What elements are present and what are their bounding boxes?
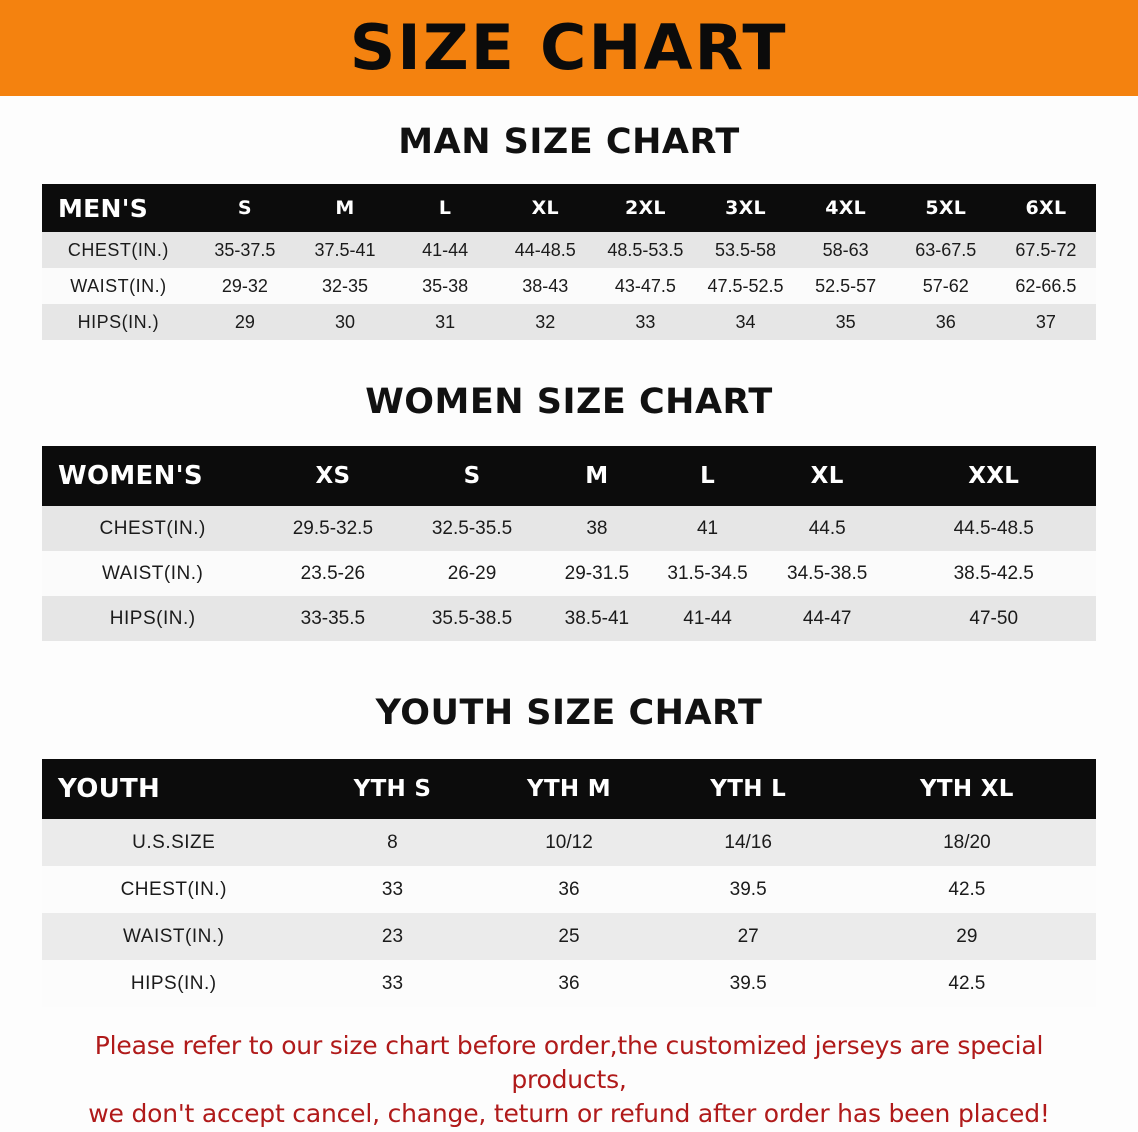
policy-note-line-1: Please refer to our size chart before order,the customized jerseys are special products, (94, 1031, 1044, 1094)
cell: 57-62 (896, 268, 996, 304)
cell: 63-67.5 (896, 232, 996, 268)
cell: 14/16 (659, 819, 838, 866)
women-size-header: XL (763, 446, 892, 506)
women-size-header: XS (263, 446, 402, 506)
row-label: HIPS(IN.) (42, 960, 306, 1007)
cell: 35-37.5 (195, 232, 295, 268)
women-header-row (42, 446, 1096, 506)
table-row (42, 960, 1096, 1007)
cell: 29.5-32.5 (263, 506, 402, 551)
youth-size-header: YTH L (659, 759, 838, 819)
cell: 32-35 (295, 268, 395, 304)
men-size-header: 3XL (695, 184, 795, 232)
cell: 36 (479, 866, 658, 913)
table-row (42, 596, 1096, 641)
cell: 23 (306, 913, 480, 960)
youth-table-head (42, 759, 1096, 819)
cell: 33-35.5 (263, 596, 402, 641)
women-section-heading: WOMEN SIZE CHART (365, 382, 773, 422)
men-size-table (42, 184, 1096, 340)
cell: 29-32 (195, 268, 295, 304)
cell: 18/20 (838, 819, 1096, 866)
table-row (42, 866, 1096, 913)
cell: 44.5 (763, 506, 892, 551)
cell: 29-31.5 (542, 551, 653, 596)
cell: 8 (306, 819, 480, 866)
youth-table-wrap (42, 759, 1096, 1007)
women-size-header: S (402, 446, 541, 506)
cell: 41-44 (395, 232, 495, 268)
page-title: SIZE CHART (350, 11, 788, 84)
table-row (42, 304, 1096, 340)
row-label: HIPS(IN.) (42, 304, 195, 340)
policy-note (34, 1029, 1104, 1130)
cell: 48.5-53.5 (595, 232, 695, 268)
cell: 29 (838, 913, 1096, 960)
cell: 41 (652, 506, 763, 551)
men-table-label: MEN'S (42, 184, 195, 232)
women-table-head (42, 446, 1096, 506)
men-section-heading: MAN SIZE CHART (398, 122, 740, 162)
cell: 38-43 (495, 268, 595, 304)
cell: 53.5-58 (695, 232, 795, 268)
cell: 23.5-26 (263, 551, 402, 596)
cell: 30 (295, 304, 395, 340)
men-header-row (42, 184, 1096, 232)
row-label: WAIST(IN.) (42, 913, 306, 960)
cell: 36 (896, 304, 996, 340)
row-label: CHEST(IN.) (42, 232, 195, 268)
cell: 33 (595, 304, 695, 340)
women-table-wrap (42, 446, 1096, 641)
men-table-body (42, 232, 1096, 340)
cell: 67.5-72 (996, 232, 1096, 268)
men-table-head (42, 184, 1096, 232)
policy-note-line-2: we don't accept cancel, change, teturn or refund after order has been placed! (88, 1098, 1050, 1128)
table-row (42, 913, 1096, 960)
women-table-body (42, 506, 1096, 641)
cell: 37.5-41 (295, 232, 395, 268)
cell: 34 (695, 304, 795, 340)
table-row (42, 232, 1096, 268)
women-size-header: M (542, 446, 653, 506)
cell: 44.5-48.5 (891, 506, 1096, 551)
row-label: WAIST(IN.) (42, 268, 195, 304)
page-banner (0, 0, 1138, 96)
row-label: CHEST(IN.) (42, 506, 263, 551)
youth-size-table (42, 759, 1096, 1007)
women-table-label: WOMEN'S (42, 446, 263, 506)
cell: 42.5 (838, 866, 1096, 913)
cell: 44-47 (763, 596, 892, 641)
men-size-header: S (195, 184, 295, 232)
cell: 44-48.5 (495, 232, 595, 268)
men-size-header: 4XL (796, 184, 896, 232)
women-size-table (42, 446, 1096, 641)
cell: 31.5-34.5 (652, 551, 763, 596)
cell: 27 (659, 913, 838, 960)
cell: 35 (796, 304, 896, 340)
row-label: U.S.SIZE (42, 819, 306, 866)
youth-table-label: YOUTH (42, 759, 306, 819)
table-row (42, 819, 1096, 866)
youth-size-header: YTH M (479, 759, 658, 819)
cell: 41-44 (652, 596, 763, 641)
row-label: CHEST(IN.) (42, 866, 306, 913)
cell: 31 (395, 304, 495, 340)
cell: 32 (495, 304, 595, 340)
cell: 37 (996, 304, 1096, 340)
cell: 38.5-42.5 (891, 551, 1096, 596)
cell: 62-66.5 (996, 268, 1096, 304)
cell: 29 (195, 304, 295, 340)
cell: 47.5-52.5 (695, 268, 795, 304)
cell: 10/12 (479, 819, 658, 866)
youth-section-heading: YOUTH SIZE CHART (375, 693, 763, 733)
cell: 38.5-41 (542, 596, 653, 641)
cell: 36 (479, 960, 658, 1007)
cell: 52.5-57 (796, 268, 896, 304)
men-table-wrap (42, 184, 1096, 340)
women-size-header: L (652, 446, 763, 506)
cell: 58-63 (796, 232, 896, 268)
cell: 25 (479, 913, 658, 960)
cell: 42.5 (838, 960, 1096, 1007)
men-size-header: XL (495, 184, 595, 232)
youth-table-body (42, 819, 1096, 1007)
cell: 38 (542, 506, 653, 551)
table-row (42, 551, 1096, 596)
men-size-header: L (395, 184, 495, 232)
cell: 39.5 (659, 960, 838, 1007)
men-size-header: 6XL (996, 184, 1096, 232)
cell: 34.5-38.5 (763, 551, 892, 596)
youth-header-row (42, 759, 1096, 819)
men-size-header: M (295, 184, 395, 232)
cell: 33 (306, 866, 480, 913)
cell: 33 (306, 960, 480, 1007)
table-row (42, 268, 1096, 304)
cell: 35.5-38.5 (402, 596, 541, 641)
row-label: HIPS(IN.) (42, 596, 263, 641)
men-size-header: 5XL (896, 184, 996, 232)
women-size-header: XXL (891, 446, 1096, 506)
cell: 32.5-35.5 (402, 506, 541, 551)
row-label: WAIST(IN.) (42, 551, 263, 596)
men-size-header: 2XL (595, 184, 695, 232)
youth-size-header: YTH XL (838, 759, 1096, 819)
cell: 35-38 (395, 268, 495, 304)
cell: 26-29 (402, 551, 541, 596)
cell: 39.5 (659, 866, 838, 913)
cell: 47-50 (891, 596, 1096, 641)
table-row (42, 506, 1096, 551)
cell: 43-47.5 (595, 268, 695, 304)
youth-size-header: YTH S (306, 759, 480, 819)
